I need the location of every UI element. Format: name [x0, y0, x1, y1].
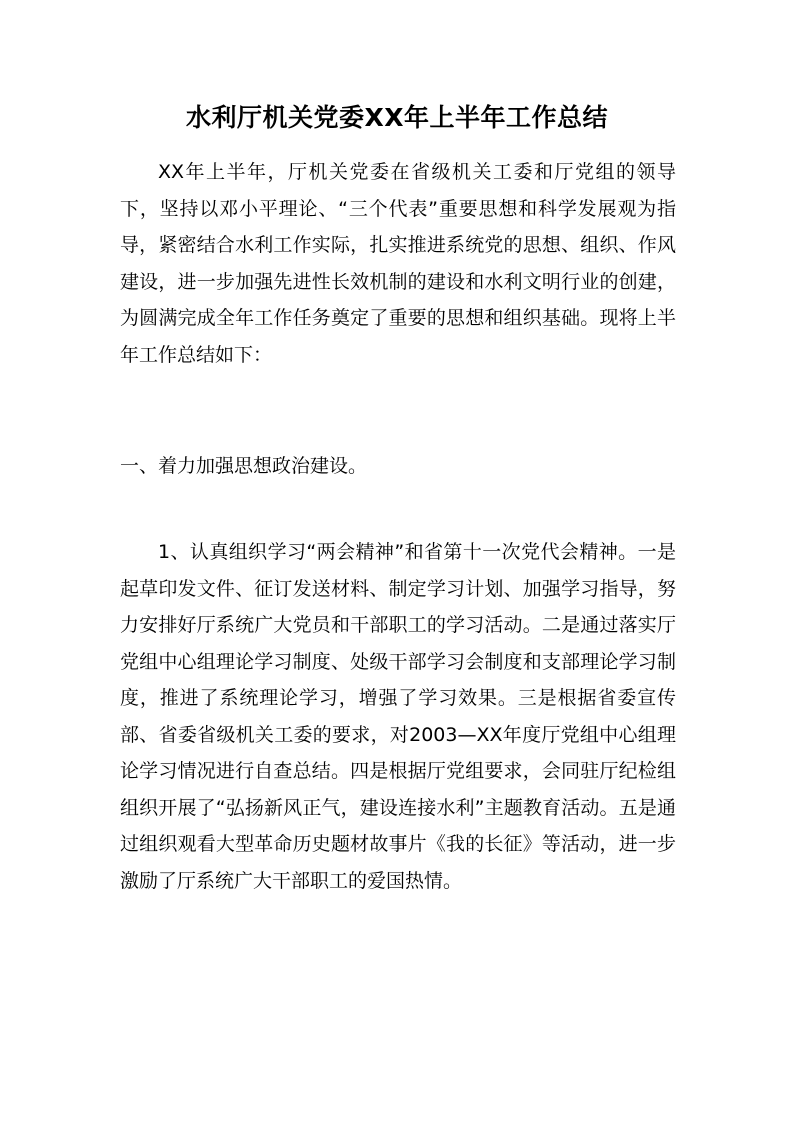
- section-heading: 一、着力加强思想政治建设。: [120, 455, 368, 477]
- intro-paragraph: XX年上半年，厅机关党委在省级机关工委和厅党组的领导下，坚持以邓小平理论、“三个代表”重要思想和科学发展观为指导，紧密结合水利工作实际，扎实推进系统党的思想、组织、作风建设，进一步加强先进性长效机制的建设和水利文明行业的创建，为圆满完成全年工作任务奠定了重要的思想和组织基础。现将上半年工作总结如下：: [120, 161, 676, 366]
- document-title: 水利厅机关党委XX年上半年工作总结: [185, 103, 609, 132]
- section-paragraph: 1、认真组织学习“两会精神”和省第十一次党代会精神。一是起草印发文件、征订发送材料、制定学习计划、加强学习指导，努力安排好厅系统广大党员和干部职工的学习活动。二是通过落实厅党组中心组理论学习制度、处级干部学习会制度和支部理论学习制度，推进了系统理论学习，增强了学习效果。三是根据省委宣传部、省委省级机关工委的要求，对2003—XX年度厅党组中心组理论学习情况进行自查总结。四是根据厅党组要求，会同驻厅纪检组组织开展了“弘扬新风正气，建设连接水利”主题教育活动。五是通过组织观看大型革命历史题材故事片《我的长征》等活动，进一步激励了厅系统广大干部职工的爱国热情。: [120, 541, 676, 892]
